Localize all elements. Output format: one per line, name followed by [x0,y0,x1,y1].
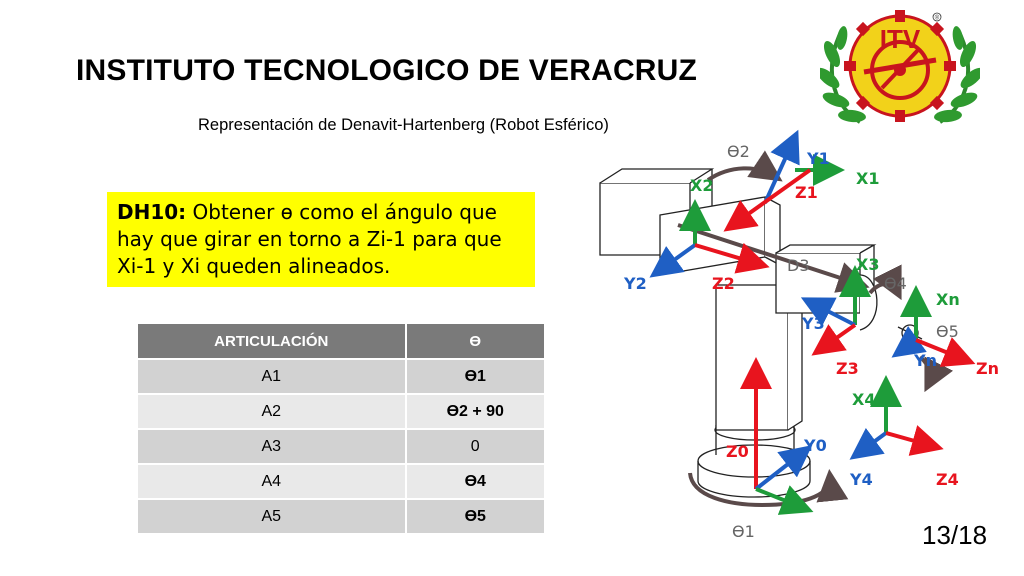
header-articulacion: ARTICULACIÓN [137,323,406,359]
dh-table [136,322,546,535]
note-prefix: DH10: [117,200,187,224]
itv-logo [820,4,980,138]
y3-label: Y3 [802,314,825,333]
note-text: Obtener ɵ como el ángulo que hay que girar en torno a Zi-1 para que Xi-1 y Xi queden alineados. [117,200,502,278]
theta2-rotation-arrow [708,168,776,180]
x2-label: X2 [690,176,714,195]
page-subtitle: Representación de Denavit-Hartenberg (Robot Esférico) [198,116,609,134]
table-row [137,429,545,464]
table-row [137,464,545,499]
theta2-label: Ɵ2 [727,142,750,161]
theta1-label: Ɵ1 [732,522,755,541]
cell-joint: A3 [137,429,406,464]
xn-label: Xn [936,290,960,309]
registered-mark: ® [934,15,940,22]
zn-label: Zn [976,359,999,378]
cell-theta: Ɵ5 [406,499,545,534]
cell-joint: A5 [137,499,406,534]
x4-label: X4 [852,390,876,409]
cell-joint: A2 [137,394,406,429]
y4-label: Y4 [850,470,873,489]
table-row [137,499,545,534]
frame-4 [849,383,959,489]
y1-label: Y1 [807,149,830,168]
header-theta: Ɵ [406,323,545,359]
theta5-label: Ɵ5 [936,322,959,341]
cell-theta: Ɵ2 + 90 [406,394,545,429]
dh10-note [107,192,535,287]
cell-theta: Ɵ1 [406,359,545,394]
logo-text: ITV [879,24,921,54]
table-row [137,359,545,394]
x1-label: X1 [856,169,880,188]
z0-label: Z0 [726,442,749,461]
z3-label: Z3 [836,359,859,378]
x3-label: X3 [856,255,880,274]
table-header-row [137,323,545,359]
y2-label: Y2 [624,274,647,293]
y0-label: Y0 [804,436,827,455]
theta4-label: Ɵ4 [884,274,907,293]
robot-diagram [580,125,1020,545]
z1-label: Z1 [795,183,818,202]
table-row [137,394,545,429]
page-number: 13/18 [922,520,988,550]
cell-theta: 0 [406,429,545,464]
cell-joint: A4 [137,464,406,499]
z4-label: Z4 [936,470,959,489]
d3-label: D3 [787,256,810,275]
cell-theta: Ɵ4 [406,464,545,499]
z2-label: Z2 [712,274,735,293]
page-title: INSTITUTO TECNOLOGICO DE VERACRUZ [76,54,698,87]
yn-label: Yn [914,351,937,370]
cell-joint: A1 [137,359,406,394]
